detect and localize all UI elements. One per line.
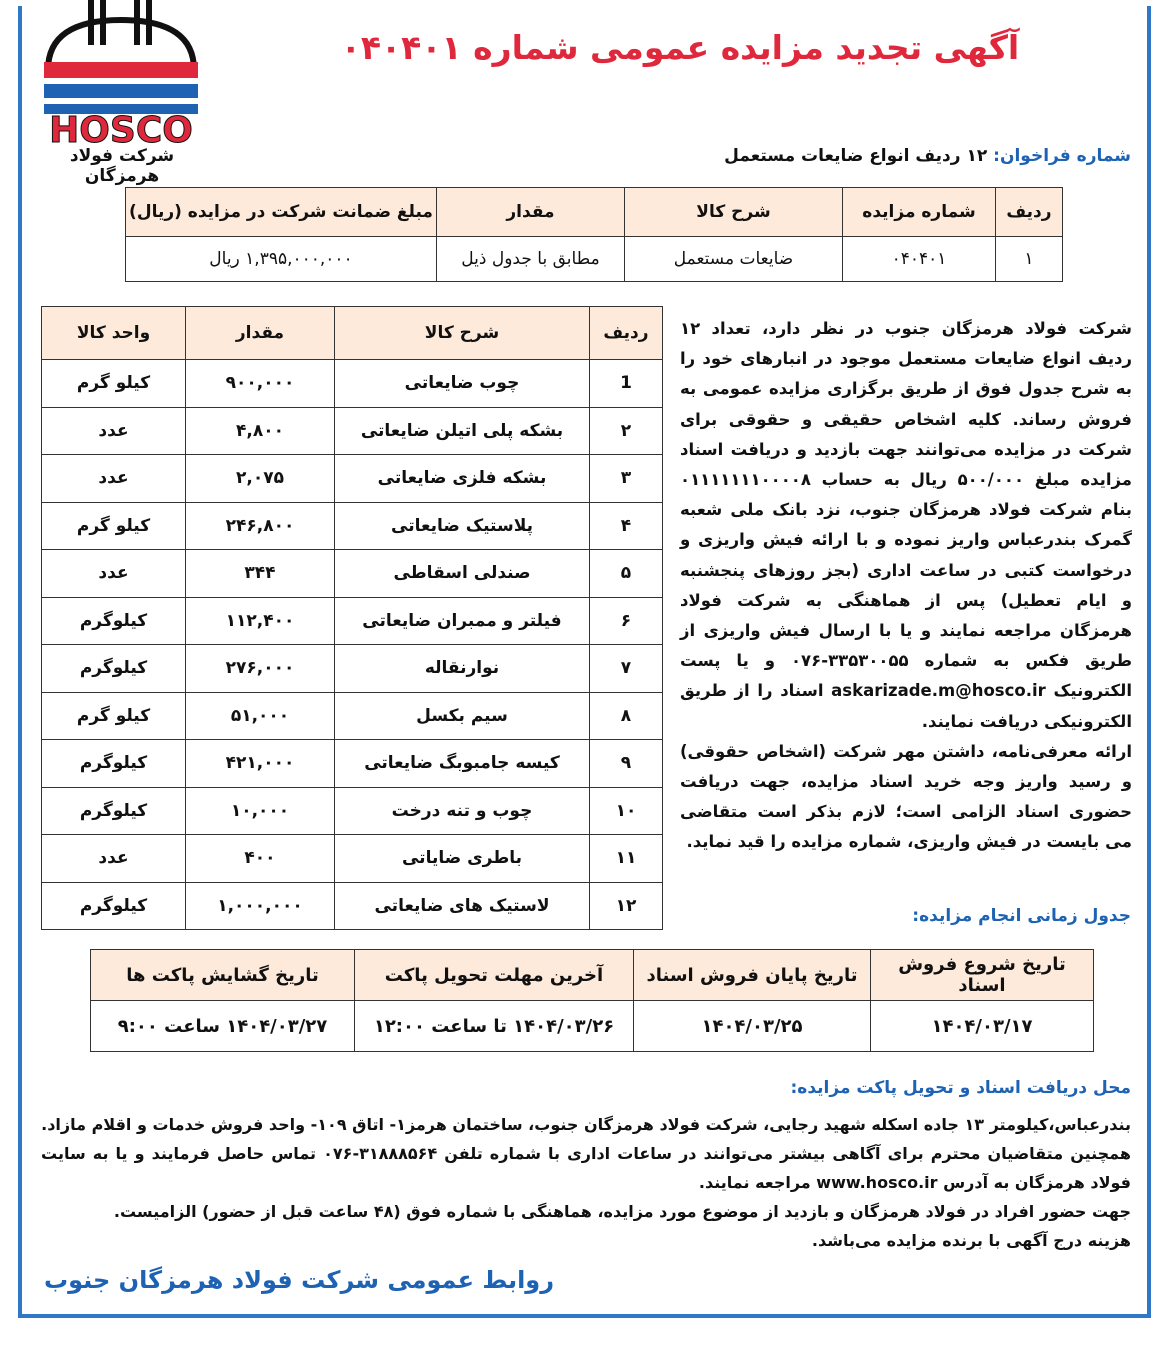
table-cell: ۹۰۰,۰۰۰ — [186, 360, 335, 408]
table-cell: باطری ضایاتی — [335, 835, 590, 883]
table-cell: کیلو گرم — [42, 502, 186, 550]
table-row — [42, 787, 663, 835]
svg-text:HOSCO: HOSCO — [49, 110, 193, 151]
summary-table — [125, 187, 1063, 282]
items-table — [41, 306, 663, 930]
call-label: شماره فراخوان: — [993, 146, 1131, 166]
table-cell: ۴ — [590, 502, 663, 550]
header-cell: تاریخ گشایش پاکت ها — [91, 950, 355, 1001]
summary-header-row — [126, 188, 1063, 237]
table-cell: ۵۱,۰۰۰ — [186, 692, 335, 740]
logo-caption: شرکت فولاد هرمزگان — [69, 146, 175, 186]
header-cell: ردیف — [590, 307, 663, 360]
table-cell: عدد — [42, 835, 186, 883]
table-row — [42, 692, 663, 740]
table-cell: ۴,۸۰۰ — [186, 407, 335, 455]
table-cell: ۱۱ — [590, 835, 663, 883]
table-cell: چوب ضایعاتی — [335, 360, 590, 408]
table-cell: ۷ — [590, 645, 663, 693]
table-cell: بشکه فلزی ضایعاتی — [335, 455, 590, 503]
table-cell: عدد — [42, 550, 186, 598]
location-line-2: همچنین متقاضیان محترم برای آگاهی بیشتر می‌توانند در ساعات اداری با شماره تلفن ۳۱۸۸۸۵۶۴-۰۷۶ تماس حاصل فرمایند و یا به سایت فولاد هرمزگان به آدرس www.hosco.ir مراجعه نمایند. — [41, 1144, 1132, 1192]
table-cell: ۱۲ — [590, 882, 663, 930]
table-row — [42, 502, 663, 550]
table-cell: کیلوگرم — [42, 740, 186, 788]
table-cell: کیلو گرم — [42, 692, 186, 740]
table-cell: ۱۴۰۴/۰۳/۲۶ تا ساعت ۱۲:۰۰ — [355, 1001, 634, 1052]
description-paragraph-1: شرکت فولاد هرمزگان جنوب در نظر دارد، تعداد ۱۲ ردیف انواع ضایعات مستعمل موجود در انبارهای خود را به شرح جدول فوق از طریق برگزاری مزایده عمومی به فروش رساند. کلیه اشخاص حقیقی و حقوقی برای شرکت در مزایده می‌توانند جهت بازدید و دریافت اسناد مزایده مبلغ ۵۰۰/۰۰۰ ریال به حساب ۰۱۱۱۱۱۱۱۰۰۰۰۸ بنام شرکت فولاد هرمزگان جنوب، نزد بانک ملی شعبه گمرک بندرعباس واریز نموده و با ارائه فیش واریزی و درخواست کتبی در ساعت اداری (بجز روزهای پنجشنبه و ایام تعطیل) پس از هماهنگی به شرکت فولاد هرمزگان مراجعه نمایند و یا با ارسال فیش واریزی از طریق فکس به شماره ۳۳۵۳۰۰۵۵-۰۷۶ و یا پست الکترونیک askarizade.m@hosco.ir اسناد را از طریق الکترونیکی دریافت نمایند. — [680, 319, 1132, 731]
table-cell: کیلوگرم — [42, 787, 186, 835]
table-cell: عدد — [42, 407, 186, 455]
table-cell: ۱۰ — [590, 787, 663, 835]
call-value: ۱۲ ردیف انواع ضایعات مستعمل — [724, 146, 988, 166]
table-cell: صندلی اسقاطی — [335, 550, 590, 598]
table-cell: کیسه جامبوبگ ضایعاتی — [335, 740, 590, 788]
table-row — [42, 740, 663, 788]
table-row — [42, 835, 663, 883]
header-cell: ردیف — [996, 188, 1063, 237]
table-cell: ۴۲۱,۰۰۰ — [186, 740, 335, 788]
table-cell: ۲,۰۷۵ — [186, 455, 335, 503]
header-cell: شماره مزایده — [843, 188, 996, 237]
table-row — [42, 455, 663, 503]
page-title: آگهی تجدید مزایده عمومی شماره ۰۴۰۴۰۱ — [340, 28, 1020, 67]
table-cell: ۲ — [590, 407, 663, 455]
location-text — [41, 1110, 1131, 1255]
description — [680, 314, 1132, 858]
table-cell: ۱۴۰۴/۰۳/۱۷ — [871, 1001, 1094, 1052]
header-cell: تاریخ شروع فروش اسناد — [871, 950, 1094, 1001]
table-cell: ۱,۰۰۰,۰۰۰ — [186, 882, 335, 930]
table-cell: ۹ — [590, 740, 663, 788]
schedule-header-row — [91, 950, 1094, 1001]
table-cell: لاستیک های ضایعاتی — [335, 882, 590, 930]
hosco-logo — [36, 0, 206, 170]
header-cell: شرح کالا — [335, 307, 590, 360]
table-cell: ۱۱۲,۴۰۰ — [186, 597, 335, 645]
table-row — [42, 407, 663, 455]
table-cell: ۰۴۰۴۰۱ — [843, 237, 996, 282]
table-cell: نوارنقاله — [335, 645, 590, 693]
table-cell: کیلوگرم — [42, 597, 186, 645]
header-cell: واحد کالا — [42, 307, 186, 360]
items-header-row — [42, 307, 663, 360]
header-cell: شرح کالا — [625, 188, 843, 237]
header-cell: آخرین مهلت تحویل پاکت — [355, 950, 634, 1001]
table-cell: ۲۴۶,۸۰۰ — [186, 502, 335, 550]
table-cell: ۶ — [590, 597, 663, 645]
header-cell: تاریخ پایان فروش اسناد — [634, 950, 871, 1001]
table-cell: بشکه پلی اتیلن ضایعاتی — [335, 407, 590, 455]
table-row — [91, 1001, 1094, 1052]
table-cell: 1 — [590, 360, 663, 408]
location-line-1: بندرعباس،کیلومتر ۱۳ جاده اسکله شهید رجایی، شرکت فولاد هرمزگان جنوب، ساختمان هرمز۱- اتاق ۱۰۹- واحد فروش خدمات و اقلام مازاد. — [41, 1115, 1131, 1134]
table-cell: ۱,۳۹۵,۰۰۰,۰۰۰ ریال — [126, 237, 437, 282]
table-row — [42, 645, 663, 693]
table-cell: ۴۰۰ — [186, 835, 335, 883]
schedule-label: جدول زمانی انجام مزایده: — [912, 906, 1131, 926]
table-cell: ۱۴۰۴/۰۳/۲۷ ساعت ۹:۰۰ — [91, 1001, 355, 1052]
location-label: محل دریافت اسناد و تحویل پاکت مزایده: — [790, 1078, 1131, 1098]
table-row — [42, 550, 663, 598]
table-row — [42, 360, 663, 408]
header-cell: مقدار — [186, 307, 335, 360]
table-cell: پلاستیک ضایعاتی — [335, 502, 590, 550]
table-cell: ۲۷۶,۰۰۰ — [186, 645, 335, 693]
header-cell: مبلغ ضمانت شرکت در مزایده (ریال) — [126, 188, 437, 237]
table-cell: فیلتر و ممبران ضایعاتی — [335, 597, 590, 645]
description-paragraph-2: ارائه معرفی‌نامه، داشتن مهر شرکت (اشخاص حقوقی) و رسید واریز وجه خرید اسناد مزایده، جهت دریافت حضوری اسناد الزامی است؛ لازم بذکر است متقاضی می بایست در فیش واریزی، شماره مزایده را قید نماید. — [680, 741, 1132, 852]
table-cell: کیلو گرم — [42, 360, 186, 408]
table-cell: ۱ — [996, 237, 1063, 282]
table-cell: سیم بکسل — [335, 692, 590, 740]
location-line-4: هزینه درج آگهی با برنده مزایده می‌باشد. — [811, 1231, 1131, 1250]
table-cell: کیلوگرم — [42, 882, 186, 930]
table-row — [42, 882, 663, 930]
table-cell: کیلوگرم — [42, 645, 186, 693]
table-cell: ۱۰,۰۰۰ — [186, 787, 335, 835]
schedule-table — [90, 949, 1094, 1052]
table-row — [42, 597, 663, 645]
table-row — [126, 237, 1063, 282]
call-number — [724, 146, 1131, 166]
table-cell: ۳ — [590, 455, 663, 503]
table-cell: ۵ — [590, 550, 663, 598]
header-cell: مقدار — [437, 188, 625, 237]
location-line-3: جهت حضور افراد در فولاد هرمزگان و بازدید از موضوع مورد مزایده، هماهنگی با شماره فوق (۴۸ ساعت قبل از حضور) الزامیست. — [113, 1202, 1131, 1221]
table-cell: ۸ — [590, 692, 663, 740]
table-cell: ۱۴۰۴/۰۳/۲۵ — [634, 1001, 871, 1052]
table-cell: چوب و تنه درخت — [335, 787, 590, 835]
table-cell: ضایعات مستعمل — [625, 237, 843, 282]
table-cell: ۳۴۴ — [186, 550, 335, 598]
table-cell: عدد — [42, 455, 186, 503]
table-cell: مطابق با جدول ذیل — [437, 237, 625, 282]
footer-signature: روابط عمومی شرکت فولاد هرمزگان جنوب — [44, 1266, 555, 1294]
